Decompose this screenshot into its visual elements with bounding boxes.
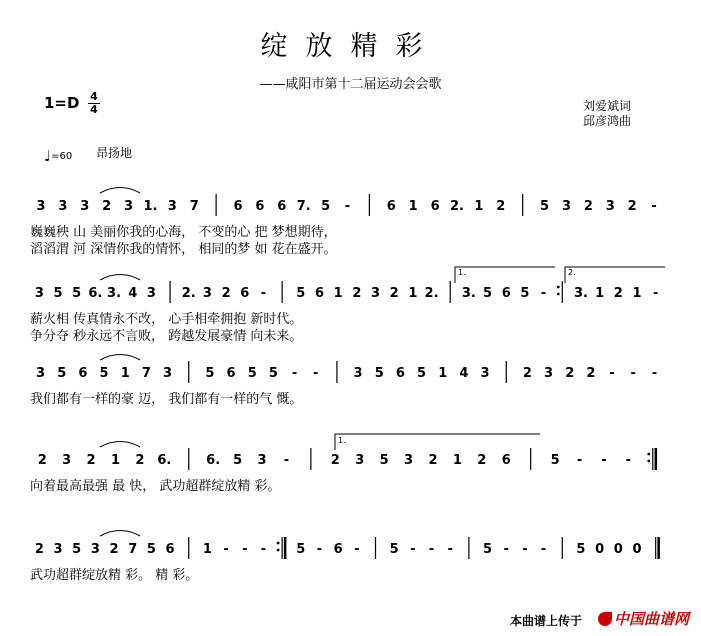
note: 7	[189, 199, 199, 214]
note: 2	[109, 542, 119, 557]
note: 5	[57, 366, 67, 381]
logo-text: 中国曲谱网	[614, 610, 690, 628]
note: 5	[374, 366, 384, 381]
note: 6	[255, 199, 265, 214]
note: 5	[296, 286, 306, 301]
note: 3	[202, 286, 212, 301]
note: -	[260, 286, 267, 301]
note: 3	[561, 199, 571, 214]
slur-mark	[100, 275, 140, 281]
note: 6	[226, 366, 236, 381]
upload-credit: 本曲谱上传于	[510, 614, 583, 628]
note: 1.	[143, 199, 158, 214]
note: 1	[110, 453, 121, 468]
note: 5	[483, 286, 493, 301]
note: 5	[233, 453, 243, 468]
note: 5	[53, 286, 63, 301]
note: 4	[128, 286, 138, 301]
repeat-dot	[557, 293, 560, 296]
note: 7	[128, 542, 138, 557]
note: 6.	[88, 286, 103, 301]
composer-credit: 邱彦鸿曲	[583, 114, 632, 128]
note: 6	[165, 542, 175, 557]
note: 1	[452, 453, 462, 468]
note: -	[291, 366, 298, 381]
note: 1	[408, 199, 418, 214]
note: 2	[496, 199, 506, 214]
lyric-line: 我们都有一样的豪 迈， 我们都有一样的气 慨。	[30, 392, 303, 407]
note: 2	[565, 366, 575, 381]
note: 5	[483, 542, 493, 557]
volta-second-label: 2.	[568, 268, 576, 277]
note: 7.	[296, 199, 311, 214]
note: -	[540, 286, 547, 301]
slur-mark	[100, 188, 140, 194]
lyric-line: 滔滔渭 河 深情你我的情怀， 相同的梦 如 花在盛开。	[30, 242, 337, 257]
note: 3	[62, 453, 72, 468]
note: -	[242, 542, 248, 557]
note: 3.	[573, 286, 588, 301]
note: 1	[408, 286, 418, 301]
note: 1	[632, 286, 642, 301]
note: 3	[34, 286, 44, 301]
note: 6.	[206, 453, 221, 468]
note: -	[652, 286, 659, 301]
note: 5	[379, 453, 389, 468]
note: 3	[53, 542, 63, 557]
note: 5	[417, 366, 427, 381]
note: 2	[34, 542, 44, 557]
note: 2	[627, 199, 637, 214]
note: 2	[37, 453, 47, 468]
note: 3	[90, 542, 100, 557]
note: 5	[576, 542, 586, 557]
note: 3.	[107, 286, 122, 301]
note: -	[283, 453, 290, 468]
note: 5	[268, 366, 278, 381]
song-subtitle: ——咸阳市第十二届运动会会歌	[259, 77, 442, 92]
note: 3	[58, 199, 68, 214]
note: 5	[72, 286, 82, 301]
note: 3	[36, 366, 46, 381]
note: 3	[167, 199, 177, 214]
quarter-note-icon: ♩	[44, 147, 52, 165]
note: 6	[233, 199, 243, 214]
note: -	[313, 366, 319, 381]
lyric-line: 武功超群绽放精 彩。 精 彩。	[30, 568, 199, 583]
note: 3	[146, 286, 156, 301]
note: 4	[459, 366, 469, 381]
note: 5	[540, 199, 550, 214]
note: 6	[78, 366, 88, 381]
note: 2	[613, 286, 623, 301]
note: 3	[353, 366, 363, 381]
note: -	[428, 542, 435, 557]
note: 5	[321, 199, 331, 214]
note: 2	[352, 286, 362, 301]
note: -	[651, 199, 657, 214]
note: 3	[544, 366, 554, 381]
note: -	[344, 199, 351, 214]
note: -	[630, 366, 636, 381]
note: 3	[605, 199, 615, 214]
note: -	[651, 366, 658, 381]
key-signature: 1=D	[44, 94, 80, 112]
note: 0	[595, 542, 605, 557]
note: 3	[257, 453, 267, 468]
volta-first-bracket	[335, 434, 540, 450]
note: -	[625, 453, 632, 468]
note: 3	[404, 453, 414, 468]
note: 1	[595, 286, 605, 301]
note: 6	[386, 199, 396, 214]
note: 7	[141, 366, 151, 381]
note: 3	[480, 366, 490, 381]
note: 2	[389, 286, 399, 301]
slur-mark	[100, 442, 140, 448]
note: -	[354, 542, 360, 557]
note: 5	[550, 453, 560, 468]
volta-second-bracket	[565, 267, 665, 283]
note: -	[447, 542, 453, 557]
note: 0	[632, 542, 642, 557]
note: 6	[240, 286, 250, 301]
note: 6	[314, 286, 325, 301]
note: -	[410, 542, 416, 557]
volta-first-label: 1.	[458, 268, 466, 277]
slur-mark	[100, 531, 140, 537]
note: 3	[36, 199, 46, 214]
note: 6	[501, 453, 511, 468]
note: 2	[583, 199, 593, 214]
repeat-dot	[277, 542, 280, 545]
note: 3	[80, 199, 90, 214]
note: 6	[333, 542, 343, 557]
time-signature-bottom: 4	[90, 103, 98, 116]
note: -	[601, 453, 607, 468]
note: 3	[124, 199, 134, 214]
song-title: 绽放精彩	[260, 31, 441, 62]
note: 3	[163, 366, 173, 381]
note: 5	[520, 286, 530, 301]
note: 3.	[461, 286, 476, 301]
note: 2	[522, 366, 532, 381]
note: 6	[395, 366, 405, 381]
note: -	[503, 542, 509, 557]
note: 1	[474, 199, 484, 214]
logo-icon	[598, 612, 612, 626]
note: 5	[296, 542, 306, 557]
note: 1	[333, 286, 343, 301]
note: 2	[586, 366, 596, 381]
lyricist-credit: 刘爱斌词	[583, 99, 632, 113]
note: -	[540, 542, 547, 557]
note: 2	[330, 453, 340, 468]
volta-first-label: 1.	[338, 436, 346, 445]
note: 2	[86, 453, 96, 468]
site-logo	[598, 608, 689, 629]
note: 5	[146, 542, 156, 557]
note: 2	[135, 453, 145, 468]
repeat-dot	[647, 453, 650, 456]
repeat-dot	[557, 286, 560, 289]
note: 3	[370, 286, 381, 301]
note: 1	[202, 542, 212, 557]
note: 2	[428, 453, 438, 468]
note: 1	[438, 366, 448, 381]
lyric-line: 争分夺 秒永远不言败， 跨越发展豪情 向未来。	[30, 329, 303, 344]
lyric-line: 向着最高最强 最 快， 武功超群绽放精 彩。	[30, 479, 281, 494]
note: 2.	[449, 199, 464, 214]
note: 3	[355, 453, 365, 468]
note: 6	[277, 199, 287, 214]
note: 2	[221, 286, 231, 301]
lyric-line: 巍巍秧 山 美丽你我的心海， 不变的心 把 梦想期待，	[30, 225, 337, 240]
note: -	[609, 366, 615, 381]
repeat-dot	[277, 549, 280, 552]
tempo-value: =60	[51, 151, 73, 162]
note: 5	[99, 366, 109, 381]
note: 5	[247, 366, 257, 381]
note: 2	[102, 199, 112, 214]
note: 2.	[424, 286, 439, 301]
note: 5	[205, 366, 215, 381]
note: 2.	[181, 286, 196, 301]
note: 2	[477, 453, 487, 468]
time-signature-top: 4	[90, 90, 98, 103]
note: -	[223, 542, 229, 557]
note: 5	[72, 542, 82, 557]
note: 5	[389, 542, 399, 557]
slur-mark	[100, 355, 140, 361]
volta-first-bracket	[455, 267, 555, 283]
note: 6.	[157, 453, 172, 468]
lyric-line: 薪火相 传真情永不改， 心手相牵拥抱 新时代。	[30, 312, 303, 327]
note: -	[522, 542, 528, 557]
note: -	[576, 453, 583, 468]
note: -	[260, 542, 267, 557]
expression-marking: 昂扬地	[96, 146, 133, 160]
note: 0	[613, 542, 623, 557]
note: -	[316, 542, 323, 557]
repeat-dot	[647, 460, 650, 463]
note: 1	[120, 366, 130, 381]
note: 6	[430, 199, 440, 214]
note: 6	[501, 286, 511, 301]
